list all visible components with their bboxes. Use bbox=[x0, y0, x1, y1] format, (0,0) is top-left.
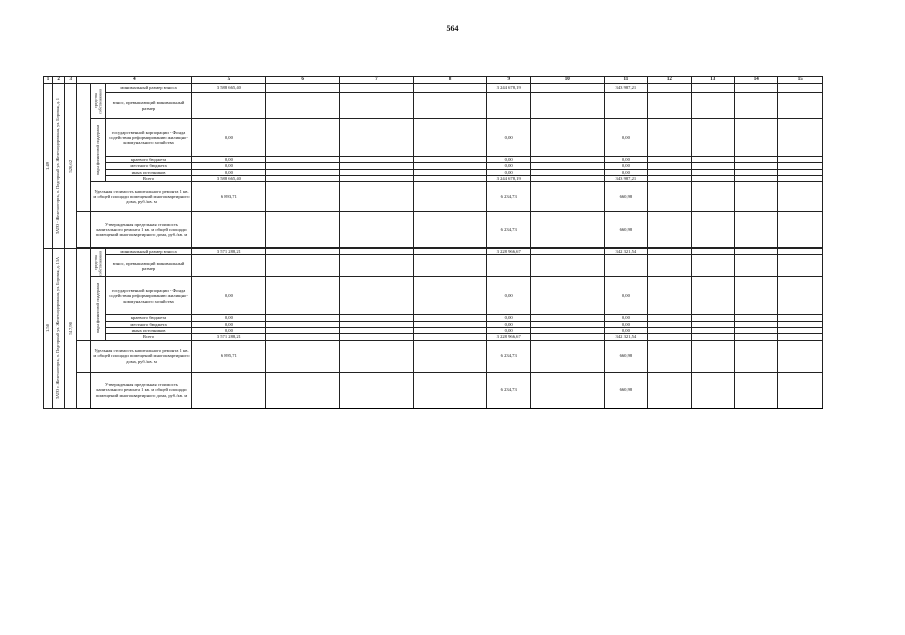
area: 517,90 bbox=[68, 322, 74, 335]
row-label: Утвержденная предельная стоимость капитального ремонта 1 кв. м общей площади помещений многоквартирного дома, руб./кв. м bbox=[91, 212, 192, 248]
table-row bbox=[44, 212, 823, 248]
row-label: местного бюджета bbox=[105, 321, 192, 327]
value-cell: 0,00 bbox=[192, 327, 266, 333]
value-cell: 342 321,54 bbox=[604, 334, 647, 340]
header-col-14: 14 bbox=[734, 77, 777, 84]
value-cell: 660,98 bbox=[604, 212, 647, 248]
value-cell: 0,00 bbox=[192, 315, 266, 321]
value-cell: 0,00 bbox=[604, 315, 647, 321]
value-cell bbox=[192, 372, 266, 408]
header-col-2: 2 bbox=[53, 77, 65, 84]
area-cell bbox=[65, 249, 77, 408]
value-cell: 3 228 966,67 bbox=[487, 334, 530, 340]
value-cell: 0,00 bbox=[192, 277, 266, 315]
value-cell: 3 588 665,40 bbox=[192, 175, 266, 181]
row-label: краевого бюджета bbox=[105, 157, 192, 163]
value-cell: 660,98 bbox=[604, 182, 647, 212]
row-label: Удельная стоимость капитального ремонта 1 кв. м общей площади помещений многоквартирного дома, руб./кв. м bbox=[91, 340, 192, 372]
fin-support-label: виды финансовой поддержки bbox=[94, 283, 100, 334]
value-cell: 0,00 bbox=[604, 327, 647, 333]
value-cell: 3 244 678,19 bbox=[487, 84, 530, 93]
header-col-11: 11 bbox=[604, 77, 647, 84]
row-label: минимальный размер взноса bbox=[105, 249, 192, 255]
area: 520,62 bbox=[68, 159, 74, 173]
block-number-cell bbox=[44, 249, 53, 408]
value-cell: 0,00 bbox=[604, 157, 647, 163]
value-cell: 3 228 966,67 bbox=[487, 249, 530, 255]
header-row bbox=[44, 77, 823, 84]
row-label: иных источников bbox=[105, 327, 192, 333]
value-cell: 0,00 bbox=[604, 277, 647, 315]
table-row bbox=[44, 340, 823, 372]
address: ЗАТО - Железногорск, п. Подгорный ул. Железнодорожная, ул. Боровая, д. 1 bbox=[55, 98, 61, 235]
header-col-1: 1 bbox=[44, 77, 53, 84]
header-col-15: 15 bbox=[778, 77, 823, 84]
row-label: государственной корпорации - Фонда содействия реформированию жилищно-коммунального хозяйства bbox=[105, 119, 192, 157]
block-number: 1.49 bbox=[45, 162, 51, 171]
row-label: Всего bbox=[105, 175, 192, 181]
value-cell: 6 234,73 bbox=[487, 340, 530, 372]
header-col-10: 10 bbox=[530, 77, 604, 84]
value-cell: 0,00 bbox=[487, 315, 530, 321]
value-cell: 0,00 bbox=[604, 163, 647, 169]
value-cell: 6 234,73 bbox=[487, 372, 530, 408]
header-col-5: 5 bbox=[192, 77, 266, 84]
header-col-13: 13 bbox=[691, 77, 734, 84]
address: ЗАТО г. Железногорск, п. Подгорный ул. Железнодорожная, ул. Боровая, д. 13А bbox=[55, 257, 61, 400]
row-label: иных источников bbox=[105, 169, 192, 175]
value-cell: 343 987,21 bbox=[604, 84, 647, 93]
address-cell bbox=[53, 249, 65, 408]
value-cell bbox=[192, 212, 266, 248]
value-cell: 0,00 bbox=[487, 277, 530, 315]
header-col-7: 7 bbox=[339, 77, 413, 84]
fin-support-cell bbox=[91, 119, 105, 182]
value-cell: 0,00 bbox=[192, 321, 266, 327]
value-cell: 0,00 bbox=[192, 163, 266, 169]
value-cell: 3 571 288,21 bbox=[192, 249, 266, 255]
blank-cell bbox=[77, 249, 91, 340]
value-cell: 3 571 288,21 bbox=[192, 334, 266, 340]
value-cell: 0,00 bbox=[604, 321, 647, 327]
value-cell: 0,00 bbox=[604, 119, 647, 157]
value-cell bbox=[487, 93, 530, 119]
address-cell bbox=[53, 84, 65, 249]
value-cell: 0,00 bbox=[487, 169, 530, 175]
blank-cell bbox=[77, 84, 91, 212]
header-col-8: 8 bbox=[413, 77, 487, 84]
value-cell: 0,00 bbox=[192, 119, 266, 157]
header-col-9: 9 bbox=[487, 77, 530, 84]
value-cell: 660,98 bbox=[604, 372, 647, 408]
value-cell bbox=[192, 93, 266, 119]
row-label: взнос, превышающий минимальный размер bbox=[105, 255, 192, 277]
header-col-6: 6 bbox=[266, 77, 340, 84]
value-cell bbox=[192, 255, 266, 277]
header-col-3: 3 bbox=[65, 77, 77, 84]
value-cell: 0,00 bbox=[604, 169, 647, 175]
row-label: минимальный размер взноса bbox=[105, 84, 192, 93]
table-row bbox=[44, 255, 823, 277]
funds-owners-cell bbox=[91, 249, 105, 277]
value-cell: 6 895,71 bbox=[192, 340, 266, 372]
value-cell: 6 234,73 bbox=[487, 182, 530, 212]
table-row bbox=[44, 372, 823, 408]
table-row bbox=[44, 119, 823, 157]
value-cell: 6 234,73 bbox=[487, 212, 530, 248]
value-cell: 0,00 bbox=[487, 327, 530, 333]
funds-owners-label: средства собственников bbox=[92, 88, 102, 114]
value-cell: 0,00 bbox=[192, 169, 266, 175]
table-row bbox=[44, 277, 823, 315]
funds-owners-label: средства собственников bbox=[92, 250, 102, 276]
value-cell: 0,00 bbox=[487, 321, 530, 327]
value-cell bbox=[487, 255, 530, 277]
value-cell bbox=[604, 93, 647, 119]
row-label: местного бюджета bbox=[105, 163, 192, 169]
row-label: Удельная стоимость капитального ремонта 1 кв. м общей площади помещений многоквартирного дома, руб./кв. м bbox=[91, 182, 192, 212]
value-cell: 3 588 665,40 bbox=[192, 84, 266, 93]
value-cell: 0,00 bbox=[487, 157, 530, 163]
row-label: Утвержденная предельная стоимость капитального ремонта 1 кв. м общей площади помещений многоквартирного дома, руб./кв. м bbox=[91, 372, 192, 408]
fin-support-cell bbox=[91, 277, 105, 340]
row-label: краевого бюджета bbox=[105, 315, 192, 321]
value-cell: 660,98 bbox=[604, 340, 647, 372]
value-cell: 342 321,54 bbox=[604, 249, 647, 255]
table-row bbox=[44, 182, 823, 212]
value-cell: 6 893,71 bbox=[192, 182, 266, 212]
value-cell: 0,00 bbox=[192, 157, 266, 163]
row-label: государственной корпорации - Фонда содействия реформированию жилищно-коммунального хозяйства bbox=[105, 277, 192, 315]
value-cell: 0,00 bbox=[487, 119, 530, 157]
value-cell: 3 244 678,19 bbox=[487, 175, 530, 181]
row-label: взнос, превышающий минимальный размер bbox=[105, 93, 192, 119]
row-label: Всего bbox=[105, 334, 192, 340]
header-col-12: 12 bbox=[648, 77, 691, 84]
header-col-4: 4 bbox=[77, 77, 192, 84]
area-cell bbox=[65, 84, 77, 249]
block-number-cell bbox=[44, 84, 53, 249]
value-cell: 343 987,21 bbox=[604, 175, 647, 181]
funds-owners-cell bbox=[91, 84, 105, 119]
value-cell bbox=[604, 255, 647, 277]
table-row bbox=[44, 84, 823, 93]
page-number: 564 bbox=[446, 24, 459, 33]
block-number: 1.50 bbox=[45, 324, 51, 333]
value-cell: 0,00 bbox=[487, 163, 530, 169]
capital-repair-table bbox=[43, 76, 823, 409]
fin-support-label: виды финансовой поддержки bbox=[94, 125, 100, 176]
table-row bbox=[44, 93, 823, 119]
